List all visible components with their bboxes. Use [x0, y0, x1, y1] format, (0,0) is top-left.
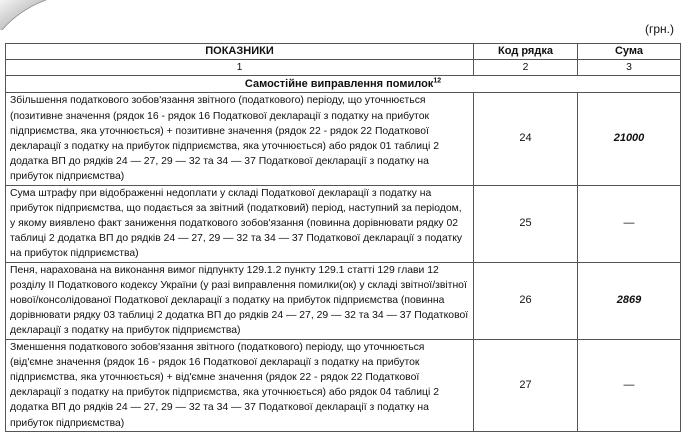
column-number-row	[6, 60, 681, 76]
table-row	[6, 185, 681, 262]
row-code: 25	[474, 185, 578, 262]
section-footnote: 12	[433, 77, 442, 85]
row-code: 26	[474, 262, 578, 339]
row-sum: 2869	[578, 262, 681, 339]
table-row	[6, 262, 681, 339]
row-code: 24	[474, 93, 578, 185]
row-code: 27	[474, 339, 578, 431]
section-title: Самостійне виправлення помилок	[244, 77, 434, 90]
column-header-row-code: Код рядка	[474, 44, 578, 60]
tax-report-table	[5, 43, 681, 432]
row-description: Зменшення податкового зобов'язання звітного (податкового) періоду, що уточнюється (від'ємне значення (рядок 16 - рядок 16 Податкової декларації з податку на прибуток підприємства, яка уточнюється) + від'ємне значення (рядок 22 - рядок 22 Податкової декларації з податку на прибуток підприємства, яка уточнюється) або рядок 04 таблиці 2 додатка ВП до рядків 24 — 27, 29 — 32 та 34 — 37 Податкової декларації з податку на прибуток підприємства)	[6, 339, 474, 431]
column-number-2: 2	[474, 60, 578, 76]
row-sum: —	[578, 185, 681, 262]
row-description: Збільшення податкового зобов'язання звітного (податкового) періоду, що уточнюється (позитивне значення (рядок 16 - рядок 16 Податкової декларації з податку на прибуток підприємства, яка уточнюється) + позитивне значення (рядок 22 - рядок 22 Податкової декларації з податку на прибуток підприємства, яка уточнюється) або рядок 01 таблиці 2 додатка ВП до рядків 24 — 27, 29 — 32 та 34 — 37 Податкової декларації з податку на прибуток підприємства)	[6, 93, 474, 185]
table-header-row	[6, 44, 681, 60]
section-row	[6, 76, 681, 93]
section-title-cell	[6, 76, 681, 93]
row-description: Сума штрафу при відображенні недоплати у складі Податкової декларації з податку на прибуток підприємства, що подається за звітний (податковий) період, наступний за періодом, у якому виявлено факт заниження податкового зобов'язання (повинна дорівнювати рядку 02 таблиці 2 додатка ВП до рядків 24 — 27, 29 — 32 та 34 — 37 Податкової декларації з податку на прибуток підприємства)	[6, 185, 474, 262]
table-row	[6, 339, 681, 431]
row-sum: —	[578, 339, 681, 431]
row-description: Пеня, нарахована на виконання вимог підпункту 129.1.2 пункту 129.1 статті 129 глави 12 розділу II Податкового кодексу України (у разі виправлення помилки(ок) у складі звітної/звітної нової/консолідованої Податкової декларації з податку на прибуток підприємства (повинна дорівнювати рядку 03 таблиці 2 додатка ВП до рядків 24 — 27, 29 — 32 та 34 — 37 Податкової декларації з податку на прибуток підприємства)	[6, 262, 474, 339]
currency-unit-label: (грн.)	[644, 22, 674, 36]
column-header-sum: Сума	[578, 44, 681, 60]
column-number-1: 1	[6, 60, 474, 76]
column-number-3: 3	[578, 60, 681, 76]
table-row	[6, 93, 681, 185]
page-curl-decoration	[0, 0, 46, 30]
row-sum: 21000	[578, 93, 681, 185]
column-header-indicators: ПОКАЗНИКИ	[6, 44, 474, 60]
